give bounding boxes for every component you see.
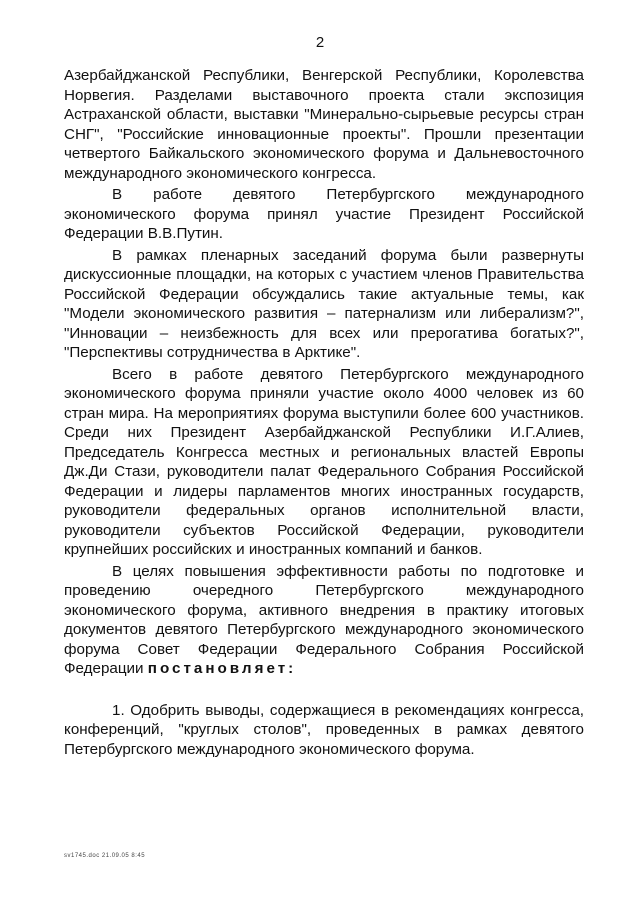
page-number: 2 bbox=[315, 34, 325, 51]
paragraph-continuation: Азербайджанской Республики, Венгерской Республики, Королевства Норвегия. Разделами выставочного проекта стали экспозиция Астраханской области, выставки "Минерально-сырьевые ресурсы стран СНГ", "Российские инновационные проекты". Прошли презентации четвертого Байкальского экономического форума и Дальневосточного международного экономического конгресса. bbox=[64, 67, 584, 182]
resolution-verb: постановляет: bbox=[147, 660, 297, 677]
resolution-intro-text: В целях повышения эффективности работы по подготовке и проведению очередного Петербургского международного экономического форума, активного внедрения в практику итоговых документов девятого Петербургского международного экономического форума Совет Федерации Федерального Собрания Российской Федерации bbox=[64, 562, 584, 677]
resolution-item-1: 1. Одобрить выводы, содержащиеся в рекомендациях конгресса, конференций, "круглых столов", проведенных в рамках девятого Петербургского международного экономического форума. bbox=[64, 701, 584, 758]
paragraph-putin-participation: В работе девятого Петербургского международного экономического форума принял участие Президент Российской Федерации В.В.Путин. bbox=[64, 186, 584, 242]
paragraph-resolution-intro bbox=[64, 562, 584, 679]
document-body bbox=[64, 66, 584, 759]
paragraph-participants: Всего в работе девятого Петербургского международного экономического форума приняли участие около 4000 человек из 60 стран мира. На мероприятиях форума выступили более 600 участников. Среди них Президент Азербайджанской Республики И.Г.Алиев, Председатель Конгресса местных и региональных властей Европы Дж.Ди Стази, руководители палат Федерального Собрания Российской Федерации и лидеры парламентов многих иностранных государств, руководители федеральных органов исполнительной власти, руководители субъектов Российской Федерации, руководители крупнейших российских и иностранных компаний и банков. bbox=[64, 365, 584, 558]
paragraph-plenary-sessions: В рамках пленарных заседаний форума были развернуты дискуссионные площадки, на которых с участием членов Правительства Российской Федерации обсуждались такие актуальные темы, как "Модели экономического развития – патернализм или либерализм?", "Инновации – неизбежность для всех или прерогатива богатых?", "Перспективы сотрудничества в Арктике". bbox=[64, 246, 584, 361]
document-footer-code: sv1745.doc 21.09.05 8:45 bbox=[64, 853, 146, 859]
